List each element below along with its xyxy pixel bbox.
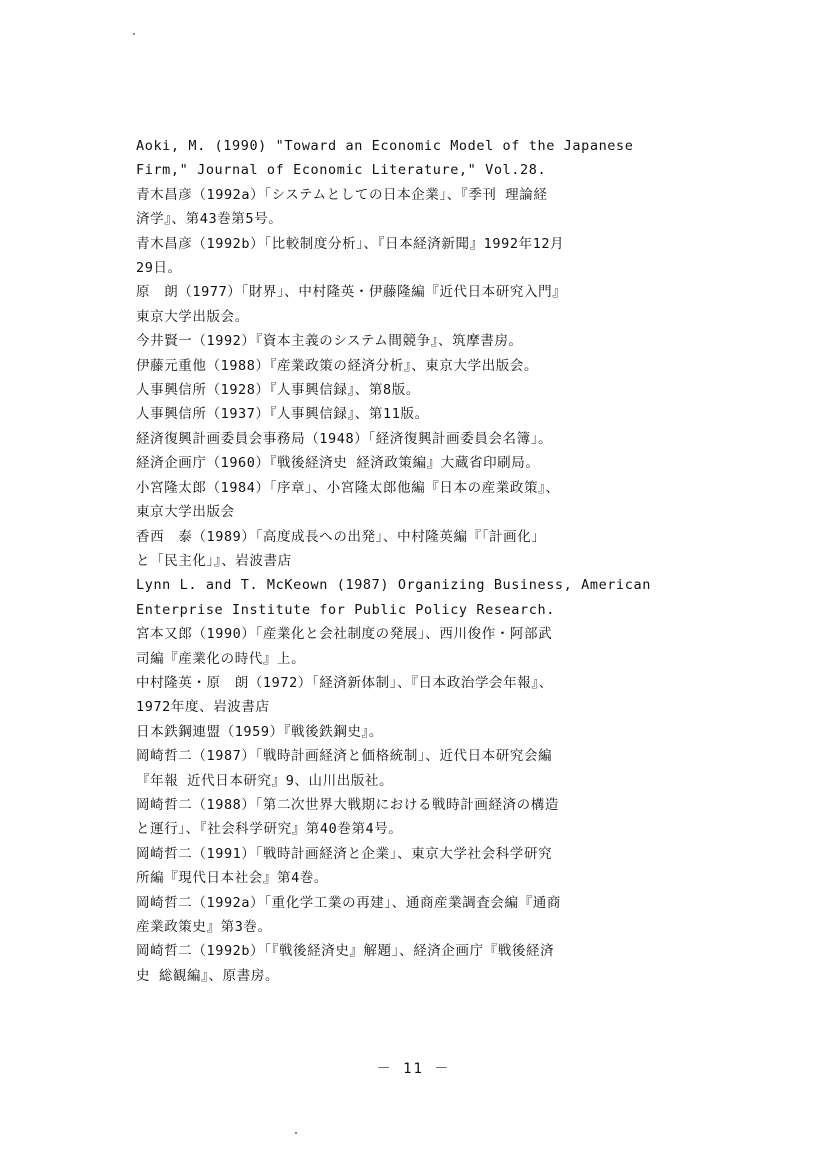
reference-continuation-line: 産業政策史』第3巻。 xyxy=(136,919,272,935)
scan-speck xyxy=(133,33,135,35)
reference-continuation-line: 東京大学出版会 xyxy=(136,504,235,521)
reference-line: 青木昌彦（1992b）「比較制度分析」、『日本経済新聞』1992年12月 xyxy=(136,235,565,252)
reference-line: 日本鉄鋼連盟（1959）『戦後鉄鋼史』。 xyxy=(136,723,384,740)
reference-continuation-line: 東京大学出版会。 xyxy=(136,308,249,325)
reference-line: Aoki, M. (1990) "Toward an Economic Model of the Japanese xyxy=(136,138,634,154)
reference-entry xyxy=(136,354,696,378)
reference-entry xyxy=(136,329,696,353)
reference-continuation-line: 司編『産業化の時代』上。 xyxy=(136,650,306,667)
reference-continuation-line: 『年報 近代日本研究』9、山川出版社。 xyxy=(136,772,394,789)
reference-entry xyxy=(136,476,696,525)
reference-entry xyxy=(136,134,696,183)
reference-list xyxy=(136,134,696,988)
reference-continuation-line: 1972年度、岩波書店 xyxy=(136,699,270,716)
reference-entry xyxy=(136,891,696,940)
reference-entry xyxy=(136,744,696,793)
reference-entry xyxy=(136,671,696,720)
reference-entry xyxy=(136,842,696,891)
reference-continuation-line: 29日。 xyxy=(136,260,182,277)
reference-entry xyxy=(136,232,696,281)
reference-line: 今井賢一（1992）『資本主義のシステム間競争』、筑摩書房。 xyxy=(136,333,523,350)
reference-line: 宮本又郎（1990）「産業化と会社制度の発展」、西川俊作・阿部武 xyxy=(136,626,553,643)
reference-continuation-line: と「民主化」』、岩波書店 xyxy=(136,552,292,569)
reference-line: 人事興信所（1928）『人事興信録』、第8版。 xyxy=(136,382,420,399)
reference-entry xyxy=(136,793,696,842)
reference-continuation-line: と運行」、『社会科学研究』第40巻第4号。 xyxy=(136,821,403,838)
reference-line: 中村隆英・原 朗（1972）「経済新体制」、『日本政治学会年報』、 xyxy=(136,674,553,691)
reference-continuation-line: 済学』、第43巻第5号。 xyxy=(136,211,283,228)
scan-speck xyxy=(295,1132,297,1134)
reference-continuation-line: 所編『現代日本社会』第4巻。 xyxy=(136,870,329,887)
reference-line: 岡崎哲二（1992b）「『戦後経済史』解題」、経済企画庁『戦後経済 xyxy=(136,943,555,960)
reference-line: 岡崎哲二（1992a）「重化学工業の再建」、通商産業調査会編『通商 xyxy=(136,894,561,911)
reference-entry xyxy=(136,622,696,671)
reference-entry xyxy=(136,573,696,622)
reference-line: 青木昌彦（1992a）「システムとしての日本企業」、『季刊 理論経 xyxy=(136,186,548,203)
reference-entry xyxy=(136,378,696,402)
reference-continuation-line: 史 総観編』、原書房。 xyxy=(136,967,279,984)
reference-line: Lynn L. and T. McKeown (1987) Organizing Business, American xyxy=(136,577,651,594)
reference-entry xyxy=(136,427,696,451)
reference-continuation-line: Enterprise Institute for Public Policy Research. xyxy=(136,601,555,618)
reference-line: 経済企画庁（1960）『戦後経済史 経済政策編』大蔵省印刷局。 xyxy=(136,455,540,472)
reference-entry xyxy=(136,451,696,475)
reference-entry xyxy=(136,525,696,574)
reference-entry xyxy=(136,939,696,988)
page-number: － 11 － xyxy=(376,1061,451,1077)
reference-entry xyxy=(136,280,696,329)
reference-entry xyxy=(136,720,696,744)
reference-line: 原 朗（1977）「財界」、中村隆英・伊藤隆編『近代日本研究入門』 xyxy=(136,284,567,301)
reference-entry xyxy=(136,183,696,232)
reference-continuation-line: Firm," Journal of Economic Literature," Vol.28. xyxy=(136,162,547,179)
reference-line: 香西 泰（1989）「高度成長への出発」、中村隆英編『「計画化」 xyxy=(136,528,546,545)
reference-line: 人事興信所（1937）『人事興信録』、第11版。 xyxy=(136,406,429,423)
reference-line: 岡崎哲二（1991）「戦時計画経済と企業」、東京大学社会科学研究 xyxy=(136,845,553,862)
reference-line: 小宮隆太郎（1984）「序章」、小宮隆太郎他編『日本の産業政策』、 xyxy=(136,479,560,496)
reference-line: 伊藤元重他（1988）『産業政策の経済分析』、東京大学出版会。 xyxy=(136,357,539,374)
reference-line: 経済復興計画委員会事務局（1948）「経済復興計画委員会名簿」。 xyxy=(136,430,553,447)
reference-line: 岡崎哲二（1988）「第二次世界大戦期における戦時計画経済の構造 xyxy=(136,796,559,813)
reference-line: 岡崎哲二（1987）「戦時計画経済と価格統制」、近代日本研究会編 xyxy=(136,748,553,765)
reference-entry xyxy=(136,402,696,426)
